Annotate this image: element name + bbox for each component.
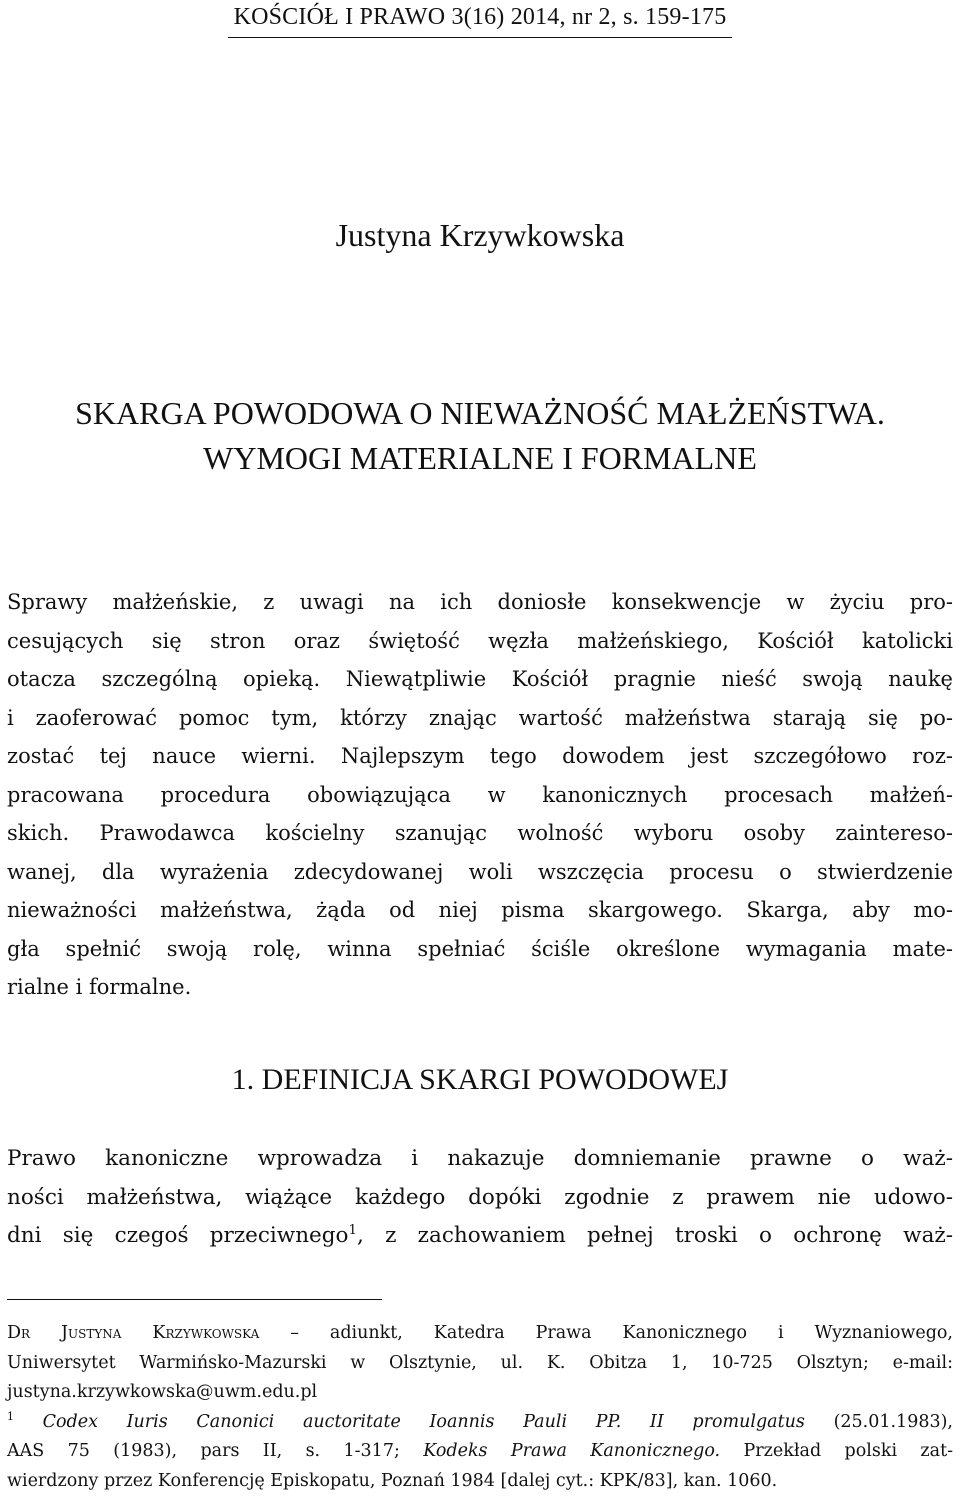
abstract-line: otacza szczególną opieką. Niewątpliwie Kościół pragnie nieść swoją naukę — [7, 660, 953, 699]
footnote-divider — [7, 1299, 382, 1300]
author-footnote-name: Dr Justyna Krzywkowska — [7, 1323, 259, 1343]
body-text: dni się czegoś przeciwnego — [7, 1223, 348, 1248]
footnote-1-line: $^1$ Codex Iuris Canonici auctoritate Ioannis Pauli PP. II promulgatus (25.01.1983), — [7, 1408, 953, 1438]
title-line: SKARGA POWODOWA O NIEWAŻNOŚĆ MAŁŻEŃSTWA. — [0, 391, 960, 436]
body-line — [7, 1217, 953, 1256]
body-line: ności małżeństwa, wiążące każdego dopóki zgodnie z prawem nie udowo- — [7, 1179, 953, 1218]
author-affiliation: – adiunkt, Katedra Prawa Kanonicznego i Wyznaniowego, — [259, 1323, 953, 1343]
footnote-1-line: AAS 75 (1983), pars II, s. 1-317; Kodeks Prawa Kanonicznego. Przekład polski zat- — [7, 1437, 953, 1467]
abstract-line: i zaoferować pomoc tym, którzy znając wartość małżeństwa starają się po- — [7, 699, 953, 738]
abstract-line: pracowana procedura obowiązująca w kanonicznych procesach małżeń- — [7, 776, 953, 815]
footnote-ref[interactable]: 1 — [348, 1223, 356, 1238]
abstract — [7, 583, 953, 1007]
abstract-line: skich. Prawodawca kościelny szanując wolność wyboru osoby zaintereso- — [7, 814, 953, 853]
abstract-line: zostać tej nauce wierni. Najlepszym tego dowodem jest szczegółowo roz- — [7, 737, 953, 776]
abstract-line: gła spełnić swoją rolę, winna spełniać ściśle określone wymagania mate- — [7, 930, 953, 969]
body-text: , z zachowaniem pełnej troski o ochronę waż- — [357, 1223, 953, 1248]
footnote-source-title: Kodeks Prawa Kanonicznego. — [423, 1441, 720, 1461]
footnote-marker: 1 — [7, 1410, 14, 1423]
body-paragraph — [7, 1140, 953, 1256]
author-footnote-line: Uniwersytet Warmińsko-Mazurski w Olsztynie, ul. K. Obitza 1, 10-725 Olsztyn; e-mail: — [7, 1349, 953, 1379]
body-line: Prawo kanoniczne wprowadza i nakazuje domniemanie prawne o waż- — [7, 1140, 953, 1179]
author-name: Justyna Krzywkowska — [0, 217, 960, 254]
title-line: WYMOGI MATERIALNE I FORMALNE — [0, 436, 960, 481]
section-heading: 1. DEFINICJA SKARGI POWODOWEJ — [0, 1063, 960, 1097]
abstract-line: wanej, dla wyrażenia zdecydowanej woli wszczęcia procesu o stwierdzenie — [7, 853, 953, 892]
author-email[interactable]: justyna.krzywkowska@uwm.edu.pl — [7, 1378, 953, 1408]
abstract-line: cesujących się stron oraz świętość węzła małżeńskiego, Kościół katolicki — [7, 622, 953, 661]
footnote-1-line: wierdzony przez Konferencję Episkopatu, Poznań 1984 [dalej cyt.: KPK/83], kan. 1060. — [7, 1467, 953, 1496]
abstract-line: rialne i formalne. — [7, 968, 953, 1007]
footnote-source-title: Codex Iuris Canonici auctoritate Ioannis Pauli PP. II promulgatus — [43, 1412, 805, 1432]
footnotes — [7, 1319, 953, 1496]
abstract-line: nieważności małżeństwa, żąda od niej pisma skargowego. Skarga, aby mo- — [7, 891, 953, 930]
author-footnote-line — [7, 1319, 953, 1349]
article-title — [0, 391, 960, 481]
journal-header — [0, 4, 960, 38]
journal-citation: KOŚCIÓŁ I PRAWO 3(16) 2014, nr 2, s. 159-175 — [228, 4, 733, 38]
abstract-line: Sprawy małżeńskie, z uwagi na ich doniosłe konsekwencje w życiu pro- — [7, 583, 953, 622]
